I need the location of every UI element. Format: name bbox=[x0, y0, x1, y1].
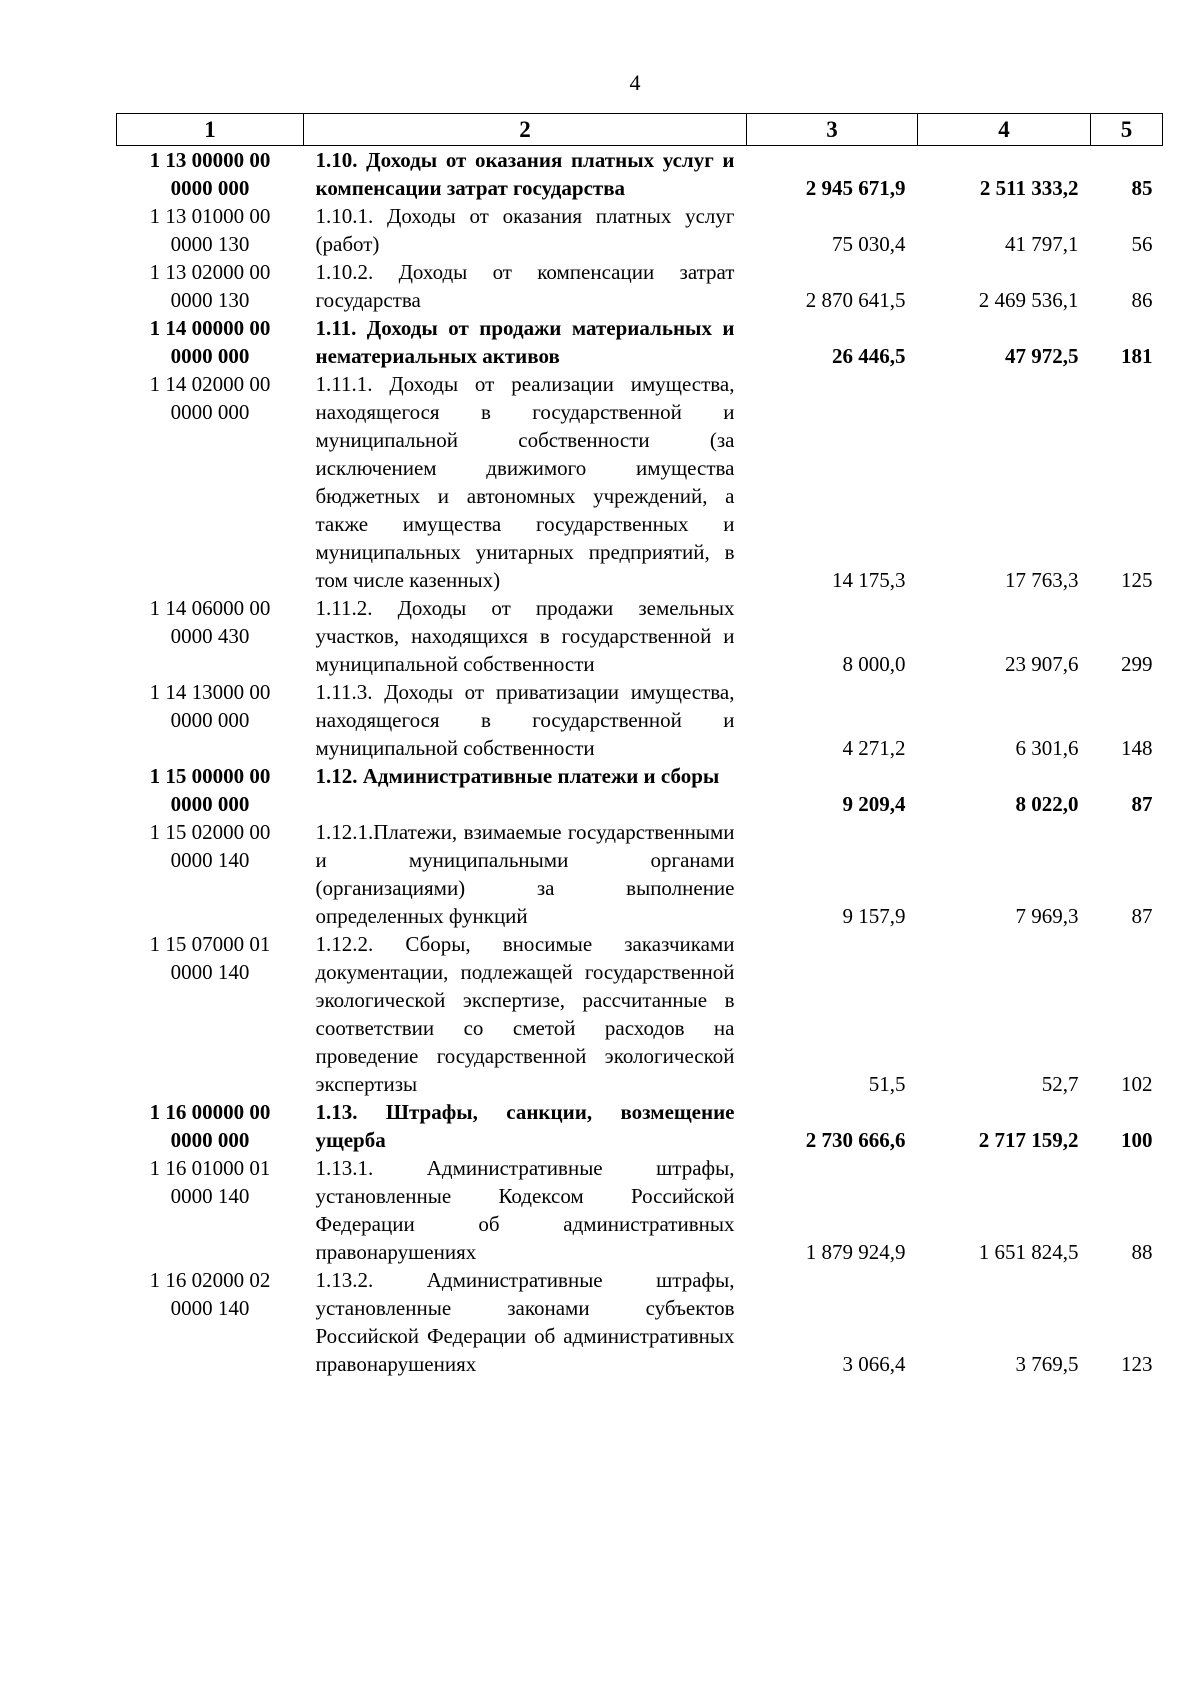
row-code-line-1: 1 14 13000 00 bbox=[149, 680, 271, 704]
table-body bbox=[117, 146, 1163, 1379]
row-name: 1.11.3. Доходы от приватизации имущества, находящегося в государственной и муниципальной собственности bbox=[315, 680, 735, 760]
row-code bbox=[117, 1098, 304, 1154]
row-value-col-5: 102 bbox=[1121, 1072, 1153, 1096]
row-code-line-2: 0000 140 bbox=[170, 1184, 250, 1208]
row-code bbox=[117, 762, 304, 818]
row-name: 1.10.2. Доходы от компенсации затрат государства bbox=[315, 260, 735, 312]
row-value-col-3: 4 271,2 bbox=[842, 736, 906, 760]
table-row bbox=[117, 818, 1163, 930]
row-name: 1.11.1. Доходы от реализации имущества, находящегося в государственной и муниципальной собственности (за исключением движимого имущества бюджетных и автономных учреждений, а также имущества государственных и муниципальных унитарных предприятий, в том числе казенных) bbox=[315, 372, 735, 592]
row-value-col-4: 8 022,0 bbox=[1015, 792, 1079, 816]
row-code-line-2: 0000 000 bbox=[170, 792, 250, 816]
row-code-line-1: 1 16 00000 00 bbox=[149, 1100, 271, 1124]
row-value-col-5: 125 bbox=[1121, 568, 1153, 592]
row-code-line-2: 0000 140 bbox=[170, 848, 250, 872]
page-number: 4 bbox=[629, 70, 641, 95]
row-value-col-3: 2 730 666,6 bbox=[805, 1128, 906, 1152]
row-name: 1.12.2. Сборы, вносимые заказчиками документации, подлежащей государственной экологической экспертизе, рассчитанные в соответствии со сметой расходов на проведение государственной экологической экспертизы bbox=[315, 932, 735, 1096]
row-code-line-1: 1 15 02000 00 bbox=[149, 820, 271, 844]
row-value-col-5: 148 bbox=[1121, 736, 1153, 760]
row-value-col-4: 7 969,3 bbox=[1015, 904, 1079, 928]
row-code-line-2: 0000 140 bbox=[170, 1296, 250, 1320]
row-value-col-3: 3 066,4 bbox=[842, 1352, 906, 1376]
row-value-col-4: 1 651 824,5 bbox=[978, 1240, 1079, 1264]
header-col-4: 4 bbox=[918, 114, 1091, 146]
row-code-line-1: 1 13 01000 00 bbox=[149, 204, 271, 228]
row-code bbox=[117, 594, 304, 678]
row-code-line-2: 0000 430 bbox=[170, 624, 250, 648]
row-value-col-5: 56 bbox=[1131, 232, 1153, 256]
row-value-col-5: 87 bbox=[1131, 792, 1153, 816]
table-row bbox=[117, 1154, 1163, 1266]
row-name: 1.12.1.Платежи, взимаемые государственными и муниципальными органами (организациями) за выполнение определенных функций bbox=[315, 820, 735, 928]
table-row bbox=[117, 930, 1163, 1098]
row-name: 1.11. Доходы от продажи материальных и нематериальных активов bbox=[315, 316, 735, 368]
row-code bbox=[117, 1154, 304, 1266]
row-name: 1.13.2. Административные штрафы, установленные законами субъектов Российской Федерации об административных правонарушениях bbox=[315, 1268, 735, 1376]
row-value-col-5: 87 bbox=[1131, 904, 1153, 928]
row-code-line-1: 1 14 02000 00 bbox=[149, 372, 271, 396]
row-code-line-2: 0000 000 bbox=[170, 1128, 250, 1152]
row-value-col-4: 47 972,5 bbox=[1005, 344, 1079, 368]
row-value-col-4: 2 717 159,2 bbox=[978, 1128, 1079, 1152]
row-value-col-3: 1 879 924,9 bbox=[805, 1240, 906, 1264]
row-value-col-3: 2 870 641,5 bbox=[805, 288, 906, 312]
table-header bbox=[117, 114, 1163, 146]
row-code bbox=[117, 258, 304, 314]
header-col-1: 1 bbox=[117, 114, 304, 146]
row-value-col-4: 3 769,5 bbox=[1015, 1352, 1079, 1376]
row-name: 1.11.2. Доходы от продажи земельных участков, находящихся в государственной и муниципальной собственности bbox=[315, 596, 735, 676]
row-code bbox=[117, 818, 304, 930]
table-row bbox=[117, 258, 1163, 314]
row-code bbox=[117, 1266, 304, 1378]
row-value-col-5: 299 bbox=[1121, 652, 1153, 676]
row-code-line-2: 0000 130 bbox=[170, 232, 250, 256]
row-value-col-3: 2 945 671,9 bbox=[805, 176, 906, 200]
row-name: 1.13.1. Административные штрафы, установленные Кодексом Российской Федерации об административных правонарушениях bbox=[315, 1156, 735, 1264]
row-value-col-3: 51,5 bbox=[868, 1072, 906, 1096]
row-value-col-4: 2 511 333,2 bbox=[979, 176, 1079, 200]
table-row bbox=[117, 1098, 1163, 1154]
row-value-col-3: 9 157,9 bbox=[842, 904, 906, 928]
row-code bbox=[117, 678, 304, 762]
row-code-line-1: 1 13 02000 00 bbox=[149, 260, 271, 284]
row-code bbox=[117, 930, 304, 1098]
row-code bbox=[117, 314, 304, 370]
row-value-col-3: 26 446,5 bbox=[832, 344, 906, 368]
row-code-line-2: 0000 140 bbox=[170, 960, 250, 984]
row-value-col-4: 6 301,6 bbox=[1015, 736, 1079, 760]
row-code-line-1: 1 13 00000 00 bbox=[149, 148, 271, 172]
row-value-col-4: 41 797,1 bbox=[1005, 232, 1079, 256]
row-name: 1.12. Административные платежи и сборы bbox=[315, 764, 720, 788]
header-col-2: 2 bbox=[304, 114, 747, 146]
table-row bbox=[117, 594, 1163, 678]
row-value-col-3: 8 000,0 bbox=[842, 652, 906, 676]
row-value-col-3: 14 175,3 bbox=[832, 568, 906, 592]
row-code-line-2: 0000 000 bbox=[170, 708, 250, 732]
table-row bbox=[117, 1266, 1163, 1378]
row-value-col-3: 75 030,4 bbox=[832, 232, 906, 256]
revenue-table bbox=[116, 113, 1163, 1378]
row-code bbox=[117, 370, 304, 594]
header-col-3: 3 bbox=[747, 114, 918, 146]
row-code-line-1: 1 14 00000 00 bbox=[149, 316, 271, 340]
row-name: 1.13. Штрафы, санкции, возмещение ущерба bbox=[315, 1100, 735, 1152]
row-name: 1.10.1. Доходы от оказания платных услуг (работ) bbox=[315, 204, 735, 256]
header-col-5: 5 bbox=[1091, 114, 1163, 146]
row-value-col-5: 123 bbox=[1121, 1352, 1153, 1376]
table-row bbox=[117, 314, 1163, 370]
row-code-line-2: 0000 000 bbox=[170, 400, 250, 424]
row-code-line-1: 1 16 02000 02 bbox=[149, 1268, 271, 1292]
table-row bbox=[117, 202, 1163, 258]
row-value-col-5: 100 bbox=[1121, 1128, 1153, 1152]
row-code-line-1: 1 16 01000 01 bbox=[149, 1156, 271, 1180]
row-value-col-4: 52,7 bbox=[1041, 1072, 1079, 1096]
row-code bbox=[117, 146, 304, 203]
row-code bbox=[117, 202, 304, 258]
row-value-col-5: 181 bbox=[1121, 344, 1153, 368]
row-code-line-2: 0000 000 bbox=[170, 344, 250, 368]
row-value-col-5: 85 bbox=[1131, 176, 1153, 200]
row-value-col-5: 88 bbox=[1131, 1240, 1153, 1264]
row-value-col-4: 23 907,6 bbox=[1005, 652, 1079, 676]
table-row bbox=[117, 678, 1163, 762]
row-code-line-2: 0000 000 bbox=[170, 176, 250, 200]
table-row bbox=[117, 370, 1163, 594]
row-value-col-5: 86 bbox=[1131, 288, 1153, 312]
row-code-line-1: 1 15 07000 01 bbox=[149, 932, 271, 956]
table-row bbox=[117, 762, 1163, 818]
row-code-line-1: 1 14 06000 00 bbox=[149, 596, 271, 620]
row-code-line-2: 0000 130 bbox=[170, 288, 250, 312]
row-code-line-1: 1 15 00000 00 bbox=[149, 764, 271, 788]
row-value-col-4: 17 763,3 bbox=[1005, 568, 1079, 592]
table-row bbox=[117, 146, 1163, 203]
row-value-col-3: 9 209,4 bbox=[842, 792, 906, 816]
row-value-col-4: 2 469 536,1 bbox=[978, 288, 1079, 312]
row-name: 1.10. Доходы от оказания платных услуг и компенсации затрат государства bbox=[315, 148, 735, 200]
